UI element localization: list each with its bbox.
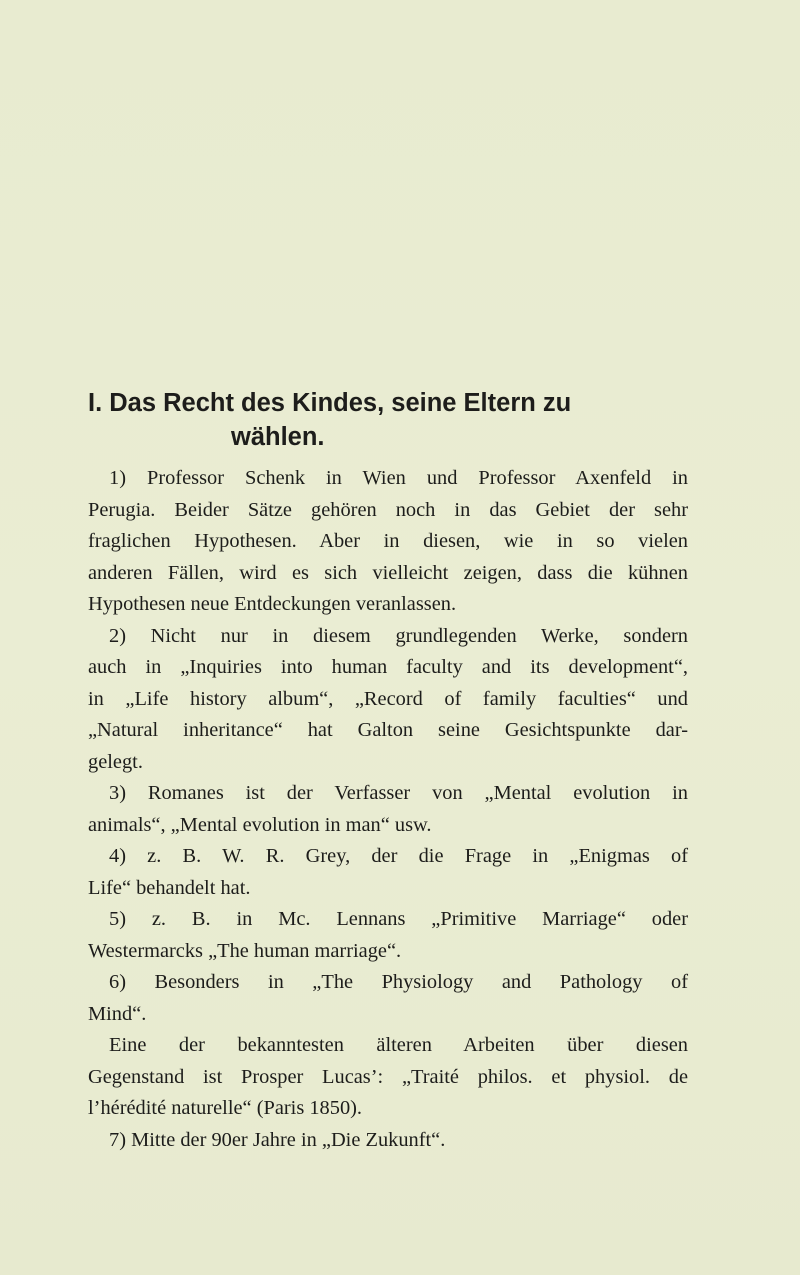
section-heading xyxy=(88,386,688,454)
text-line: 2) Nicht nur in diesem grundlegenden Werke, sondern xyxy=(109,624,688,647)
text-line: Hypothesen neue Entdeckungen veranlassen. xyxy=(88,593,457,615)
footnote-7 xyxy=(88,1125,688,1157)
text-line: in „Life history album“, „Record of family faculties“ und xyxy=(88,687,688,710)
text-line: Eine der bekanntesten älteren Arbeiten über diesen xyxy=(109,1034,688,1056)
page-content xyxy=(88,386,688,1156)
text-line: Mind“. xyxy=(88,1002,147,1025)
footnote-1 xyxy=(88,463,688,621)
text-line: 1) Professor Schenk in Wien und Professor Axenfeld in xyxy=(109,467,688,489)
footnote-4 xyxy=(88,841,688,904)
footnote-2 xyxy=(88,621,688,779)
footnote-3 xyxy=(88,778,688,841)
text-line: l’hérédité naturelle“ (Paris 1850). xyxy=(88,1097,363,1119)
text-line: 7) Mitte der 90er Jahre in „Die Zukunft“. xyxy=(109,1128,446,1151)
footnote-5 xyxy=(88,904,688,967)
text-line: Life“ behandelt hat. xyxy=(88,876,251,899)
footnote-6-continuation xyxy=(88,1030,688,1125)
footnote-6 xyxy=(88,967,688,1030)
text-line: fraglichen Hypothesen. Aber in diesen, wie in so vielen xyxy=(88,530,688,552)
text-line: Gegenstand ist Prosper Lucas’: „Traité philos. et physiol. de xyxy=(88,1065,688,1088)
text-line: anderen Fällen, wird es sich vielleicht zeigen, dass die kühnen xyxy=(88,561,688,584)
text-line: 5) z. B. in Mc. Lennans „Primitive Marriage“ oder xyxy=(109,908,688,930)
text-line: Perugia. Beider Sätze gehören noch in das Gebiet der sehr xyxy=(88,498,688,521)
text-line: animals“, „Mental evolution in man“ usw. xyxy=(88,813,432,836)
text-line: Westermarcks „The human marriage“. xyxy=(88,939,402,962)
text-line: 6) Besonders in „The Physiology and Pathology of xyxy=(109,971,688,993)
section-heading-line-2: wählen. xyxy=(231,423,325,451)
text-line: gelegt. xyxy=(88,750,143,773)
text-line: 4) z. B. W. R. Grey, der die Frage in „Enigmas of xyxy=(109,845,688,867)
section-heading-line-1: I. Das Recht des Kindes, seine Eltern zu xyxy=(88,389,572,417)
text-line: „Natural inheritance“ hat Galton seine Gesichtspunkte dar- xyxy=(88,719,688,741)
text-line: 3) Romanes ist der Verfasser von „Mental evolution in xyxy=(109,782,688,804)
text-line: auch in „Inquiries into human faculty and its development“, xyxy=(88,656,688,678)
